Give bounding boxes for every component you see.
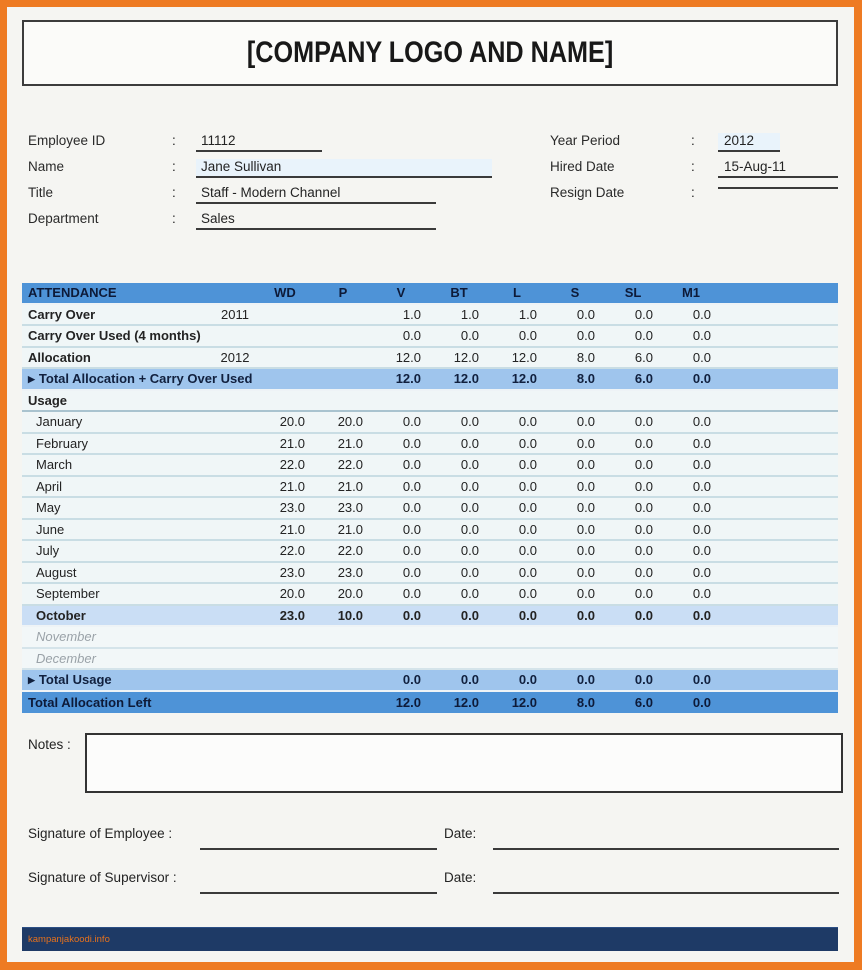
value-cell[interactable]: 0.0 bbox=[692, 607, 711, 623]
value-cell[interactable]: 0.0 bbox=[634, 414, 653, 430]
value-cell[interactable]: 6.0 bbox=[634, 349, 653, 365]
value-cell[interactable]: 0.0 bbox=[518, 414, 537, 430]
value-cell[interactable]: 0.0 bbox=[576, 478, 595, 494]
table-row bbox=[22, 563, 838, 585]
value-cell[interactable]: 0.0 bbox=[692, 672, 711, 688]
value-cell[interactable]: 8.0 bbox=[576, 349, 595, 365]
value-cell[interactable]: 21.0 bbox=[337, 435, 363, 451]
value-cell[interactable]: 0.0 bbox=[402, 607, 421, 623]
row-label: November bbox=[36, 629, 96, 645]
table-row bbox=[22, 369, 838, 391]
value-cell[interactable]: 0.0 bbox=[634, 586, 653, 602]
column-header-s: S bbox=[570, 285, 580, 301]
value-cell[interactable]: 12.0 bbox=[395, 349, 421, 365]
supervisor-signature-label: Signature of Supervisor : bbox=[28, 870, 177, 885]
value-cell[interactable]: 12.0 bbox=[453, 371, 479, 387]
row-label: June bbox=[36, 521, 65, 537]
value-cell[interactable]: 0.0 bbox=[692, 306, 711, 322]
value-cell[interactable]: 0.0 bbox=[576, 500, 595, 516]
value-cell[interactable]: 0.0 bbox=[576, 564, 595, 580]
document-page bbox=[7, 7, 854, 962]
value-cell[interactable]: 0.0 bbox=[518, 435, 537, 451]
name-field[interactable]: Jane Sullivan bbox=[196, 159, 492, 178]
table-row bbox=[22, 326, 838, 348]
table-row bbox=[22, 477, 838, 499]
column-header-p: P bbox=[338, 285, 348, 301]
value-cell[interactable]: 12.0 bbox=[511, 694, 537, 710]
value-cell[interactable]: 1.0 bbox=[460, 306, 479, 322]
value-cell[interactable]: 21.0 bbox=[279, 435, 305, 451]
value-cell[interactable]: 12.0 bbox=[395, 694, 421, 710]
row-label: May bbox=[36, 500, 61, 516]
colon-separator: : bbox=[172, 211, 176, 226]
value-cell[interactable]: 23.0 bbox=[337, 564, 363, 580]
table-row bbox=[22, 434, 838, 456]
value-cell[interactable]: 0.0 bbox=[692, 478, 711, 494]
value-cell[interactable]: 0.0 bbox=[460, 500, 479, 516]
row-label: April bbox=[36, 478, 63, 494]
row-label: August bbox=[36, 564, 77, 580]
value-cell[interactable]: 0.0 bbox=[460, 328, 479, 344]
value-cell[interactable]: 0.0 bbox=[634, 672, 653, 688]
value-cell[interactable]: 0.0 bbox=[402, 543, 421, 559]
supervisor-date-line[interactable] bbox=[493, 870, 839, 894]
value-cell[interactable]: 0.0 bbox=[518, 672, 537, 688]
value-cell[interactable]: 0.0 bbox=[518, 500, 537, 516]
row-label: Carry Over 2011 bbox=[22, 307, 256, 322]
year-cell[interactable]: 2011 bbox=[221, 306, 249, 322]
value-cell[interactable]: 0.0 bbox=[518, 543, 537, 559]
value-cell[interactable]: 20.0 bbox=[279, 414, 305, 430]
footer-link[interactable]: kampanjakoodi.info bbox=[28, 934, 110, 945]
colon-separator: : bbox=[691, 185, 695, 200]
row-label: Usage bbox=[28, 392, 68, 408]
value-cell[interactable]: 23.0 bbox=[279, 607, 305, 623]
table-row bbox=[22, 584, 838, 606]
column-header-bt: BT bbox=[450, 285, 468, 301]
value-cell[interactable]: 0.0 bbox=[634, 521, 653, 537]
year-period-field[interactable]: 2012 bbox=[718, 133, 780, 152]
value-cell[interactable]: 20.0 bbox=[337, 414, 363, 430]
table-row bbox=[22, 692, 838, 714]
value-cell[interactable]: 0.0 bbox=[402, 586, 421, 602]
value-cell[interactable]: 0.0 bbox=[518, 607, 537, 623]
value-cell[interactable]: 0.0 bbox=[460, 478, 479, 494]
hired-date-row bbox=[7, 157, 854, 182]
hired-date-label: Hired Date bbox=[550, 159, 615, 174]
value-cell[interactable]: 0.0 bbox=[402, 564, 421, 580]
value-cell[interactable]: 0.0 bbox=[518, 328, 537, 344]
row-label: ▶ Total Usage bbox=[28, 672, 112, 688]
value-cell[interactable]: 1.0 bbox=[518, 306, 537, 322]
value-cell[interactable]: 0.0 bbox=[460, 435, 479, 451]
year-cell[interactable]: 2012 bbox=[220, 349, 250, 365]
table-header-row bbox=[22, 283, 838, 305]
value-cell[interactable]: 0.0 bbox=[692, 521, 711, 537]
name-label: Name bbox=[28, 159, 65, 174]
table-row bbox=[22, 670, 838, 692]
resign-date-field[interactable] bbox=[718, 185, 838, 189]
value-cell[interactable]: 0.0 bbox=[402, 435, 421, 451]
value-cell[interactable]: 0.0 bbox=[634, 607, 653, 623]
date-label: Date: bbox=[444, 870, 477, 885]
company-title: [COMPANY LOGO AND NAME] bbox=[246, 36, 614, 69]
colon-separator: : bbox=[691, 159, 695, 174]
employee-signature-label: Signature of Employee : bbox=[28, 826, 173, 841]
value-cell[interactable]: 0.0 bbox=[518, 586, 537, 602]
value-cell[interactable]: 0.0 bbox=[692, 457, 711, 473]
value-cell[interactable]: 23.0 bbox=[279, 564, 305, 580]
table-row bbox=[22, 305, 838, 327]
company-header-box bbox=[22, 20, 838, 86]
value-cell[interactable]: 0.0 bbox=[460, 543, 479, 559]
row-label: February bbox=[36, 435, 89, 451]
resign-date-label: Resign Date bbox=[550, 185, 625, 200]
value-cell[interactable]: 0.0 bbox=[692, 500, 711, 516]
supervisor-signature-row bbox=[7, 866, 854, 892]
value-cell[interactable]: 0.0 bbox=[576, 414, 595, 430]
value-cell[interactable]: 0.0 bbox=[692, 564, 711, 580]
table-title: ATTENDANCE bbox=[28, 285, 117, 301]
row-label: January bbox=[36, 414, 83, 430]
colon-separator: : bbox=[691, 133, 695, 148]
table-row bbox=[22, 455, 838, 477]
value-cell[interactable]: 0.0 bbox=[576, 457, 595, 473]
value-cell[interactable]: 0.0 bbox=[634, 564, 653, 580]
table-row bbox=[22, 391, 838, 413]
department-row bbox=[7, 209, 854, 234]
value-cell[interactable]: 0.0 bbox=[634, 500, 653, 516]
title-label: Title bbox=[28, 185, 54, 200]
department-field[interactable]: Sales bbox=[196, 211, 436, 230]
row-label: ▶ Total Allocation + Carry Over Used bbox=[28, 371, 253, 387]
table-row bbox=[22, 520, 838, 542]
row-label: Carry Over Used (4 months) bbox=[28, 328, 201, 344]
title-field[interactable]: Staff - Modern Channel bbox=[196, 185, 436, 204]
value-cell[interactable]: 0.0 bbox=[692, 543, 711, 559]
value-cell[interactable]: 0.0 bbox=[692, 349, 711, 365]
table-row bbox=[22, 541, 838, 563]
value-cell[interactable]: 0.0 bbox=[402, 672, 421, 688]
value-cell[interactable]: 6.0 bbox=[634, 694, 653, 710]
value-cell[interactable]: 21.0 bbox=[279, 521, 305, 537]
column-header-l: L bbox=[513, 285, 521, 301]
value-cell[interactable]: 0.0 bbox=[402, 457, 421, 473]
value-cell[interactable]: 0.0 bbox=[576, 328, 595, 344]
table-row bbox=[22, 649, 838, 671]
value-cell[interactable]: 0.0 bbox=[518, 521, 537, 537]
value-cell[interactable]: 0.0 bbox=[518, 564, 537, 580]
table-row bbox=[22, 627, 838, 649]
value-cell[interactable]: 22.0 bbox=[337, 543, 363, 559]
row-label: December bbox=[36, 650, 96, 666]
value-cell[interactable]: 0.0 bbox=[402, 328, 421, 344]
value-cell[interactable]: 0.0 bbox=[460, 564, 479, 580]
attendance-table bbox=[22, 283, 838, 713]
row-label: Allocation 2012 bbox=[22, 350, 256, 365]
notes-label: Notes : bbox=[28, 737, 71, 752]
employee-signature-line[interactable] bbox=[200, 826, 437, 850]
value-cell[interactable]: 0.0 bbox=[692, 328, 711, 344]
value-cell[interactable]: 12.0 bbox=[453, 349, 479, 365]
value-cell[interactable]: 0.0 bbox=[576, 521, 595, 537]
colon-separator: : bbox=[172, 133, 176, 148]
table-row bbox=[22, 412, 838, 434]
value-cell[interactable]: 0.0 bbox=[634, 435, 653, 451]
value-cell[interactable]: 0.0 bbox=[692, 586, 711, 602]
employee-signature-row bbox=[7, 822, 854, 848]
value-cell[interactable]: 0.0 bbox=[634, 306, 653, 322]
value-cell[interactable]: 20.0 bbox=[279, 586, 305, 602]
value-cell[interactable]: 0.0 bbox=[402, 521, 421, 537]
row-label: March bbox=[36, 457, 73, 473]
row-label: July bbox=[36, 543, 60, 559]
triangle-icon: ▶ bbox=[28, 675, 35, 686]
value-cell[interactable]: 6.0 bbox=[634, 371, 653, 387]
value-cell[interactable]: 0.0 bbox=[576, 672, 595, 688]
value-cell[interactable]: 12.0 bbox=[511, 371, 537, 387]
value-cell[interactable]: 1.0 bbox=[402, 306, 421, 322]
table-row bbox=[22, 606, 838, 628]
department-label: Department bbox=[28, 211, 99, 226]
value-cell[interactable]: 8.0 bbox=[576, 694, 595, 710]
value-cell[interactable]: 22.0 bbox=[279, 543, 305, 559]
value-cell[interactable]: 21.0 bbox=[279, 478, 305, 494]
row-label: September bbox=[36, 586, 100, 602]
value-cell[interactable]: 0.0 bbox=[402, 414, 421, 430]
table-row bbox=[22, 348, 838, 370]
value-cell[interactable]: 0.0 bbox=[576, 435, 595, 451]
value-cell[interactable]: 0.0 bbox=[402, 500, 421, 516]
value-cell[interactable]: 0.0 bbox=[518, 478, 537, 494]
employee-date-line[interactable] bbox=[493, 826, 839, 850]
footer-bar bbox=[22, 927, 838, 951]
row-label: Total Allocation Left bbox=[28, 694, 152, 710]
value-cell[interactable]: 12.0 bbox=[511, 349, 537, 365]
value-cell[interactable]: 0.0 bbox=[460, 414, 479, 430]
value-cell[interactable]: 0.0 bbox=[518, 457, 537, 473]
value-cell[interactable]: 20.0 bbox=[337, 586, 363, 602]
value-cell[interactable]: 0.0 bbox=[576, 586, 595, 602]
value-cell[interactable]: 12.0 bbox=[395, 371, 421, 387]
column-header-sl: SL bbox=[624, 285, 642, 301]
supervisor-signature-line[interactable] bbox=[200, 870, 437, 894]
value-cell[interactable]: 0.0 bbox=[576, 607, 595, 623]
value-cell[interactable]: 12.0 bbox=[453, 694, 479, 710]
notes-box[interactable] bbox=[85, 733, 843, 793]
value-cell[interactable]: 0.0 bbox=[460, 457, 479, 473]
column-header-v: V bbox=[396, 285, 406, 301]
colon-separator: : bbox=[172, 159, 176, 174]
employee-id-field[interactable]: 11112 bbox=[196, 133, 322, 152]
date-label: Date: bbox=[444, 826, 477, 841]
value-cell[interactable]: 0.0 bbox=[460, 607, 479, 623]
value-cell[interactable]: 21.0 bbox=[337, 521, 363, 537]
value-cell[interactable]: 0.0 bbox=[576, 306, 595, 322]
value-cell[interactable]: 0.0 bbox=[692, 435, 711, 451]
column-header-wd: WD bbox=[274, 285, 296, 301]
value-cell[interactable]: 0.0 bbox=[634, 543, 653, 559]
hired-date-field[interactable]: 15-Aug-11 bbox=[718, 159, 838, 178]
value-cell[interactable]: 0.0 bbox=[576, 543, 595, 559]
value-cell[interactable]: 0.0 bbox=[634, 328, 653, 344]
value-cell[interactable]: 0.0 bbox=[692, 694, 711, 710]
value-cell[interactable]: 0.0 bbox=[634, 478, 653, 494]
value-cell[interactable]: 10.0 bbox=[337, 607, 363, 623]
row-label: October bbox=[36, 607, 86, 623]
value-cell[interactable]: 0.0 bbox=[692, 414, 711, 430]
value-cell[interactable]: 21.0 bbox=[337, 478, 363, 494]
resign-date-row bbox=[7, 183, 854, 208]
table-row bbox=[22, 498, 838, 520]
value-cell[interactable]: 0.0 bbox=[460, 586, 479, 602]
value-cell[interactable]: 8.0 bbox=[576, 371, 595, 387]
year-period-label: Year Period bbox=[550, 133, 621, 148]
value-cell[interactable]: 22.0 bbox=[337, 457, 363, 473]
value-cell[interactable]: 0.0 bbox=[460, 672, 479, 688]
value-cell[interactable]: 23.0 bbox=[279, 500, 305, 516]
triangle-icon: ▶ bbox=[28, 374, 35, 385]
column-header-m1: M1 bbox=[681, 285, 701, 301]
value-cell[interactable]: 22.0 bbox=[279, 457, 305, 473]
value-cell[interactable]: 23.0 bbox=[337, 500, 363, 516]
value-cell[interactable]: 0.0 bbox=[692, 371, 711, 387]
employee-id-label: Employee ID bbox=[28, 133, 106, 148]
colon-separator: : bbox=[172, 185, 176, 200]
year-period-row bbox=[7, 131, 854, 156]
value-cell[interactable]: 0.0 bbox=[460, 521, 479, 537]
value-cell[interactable]: 0.0 bbox=[634, 457, 653, 473]
value-cell[interactable]: 0.0 bbox=[402, 478, 421, 494]
